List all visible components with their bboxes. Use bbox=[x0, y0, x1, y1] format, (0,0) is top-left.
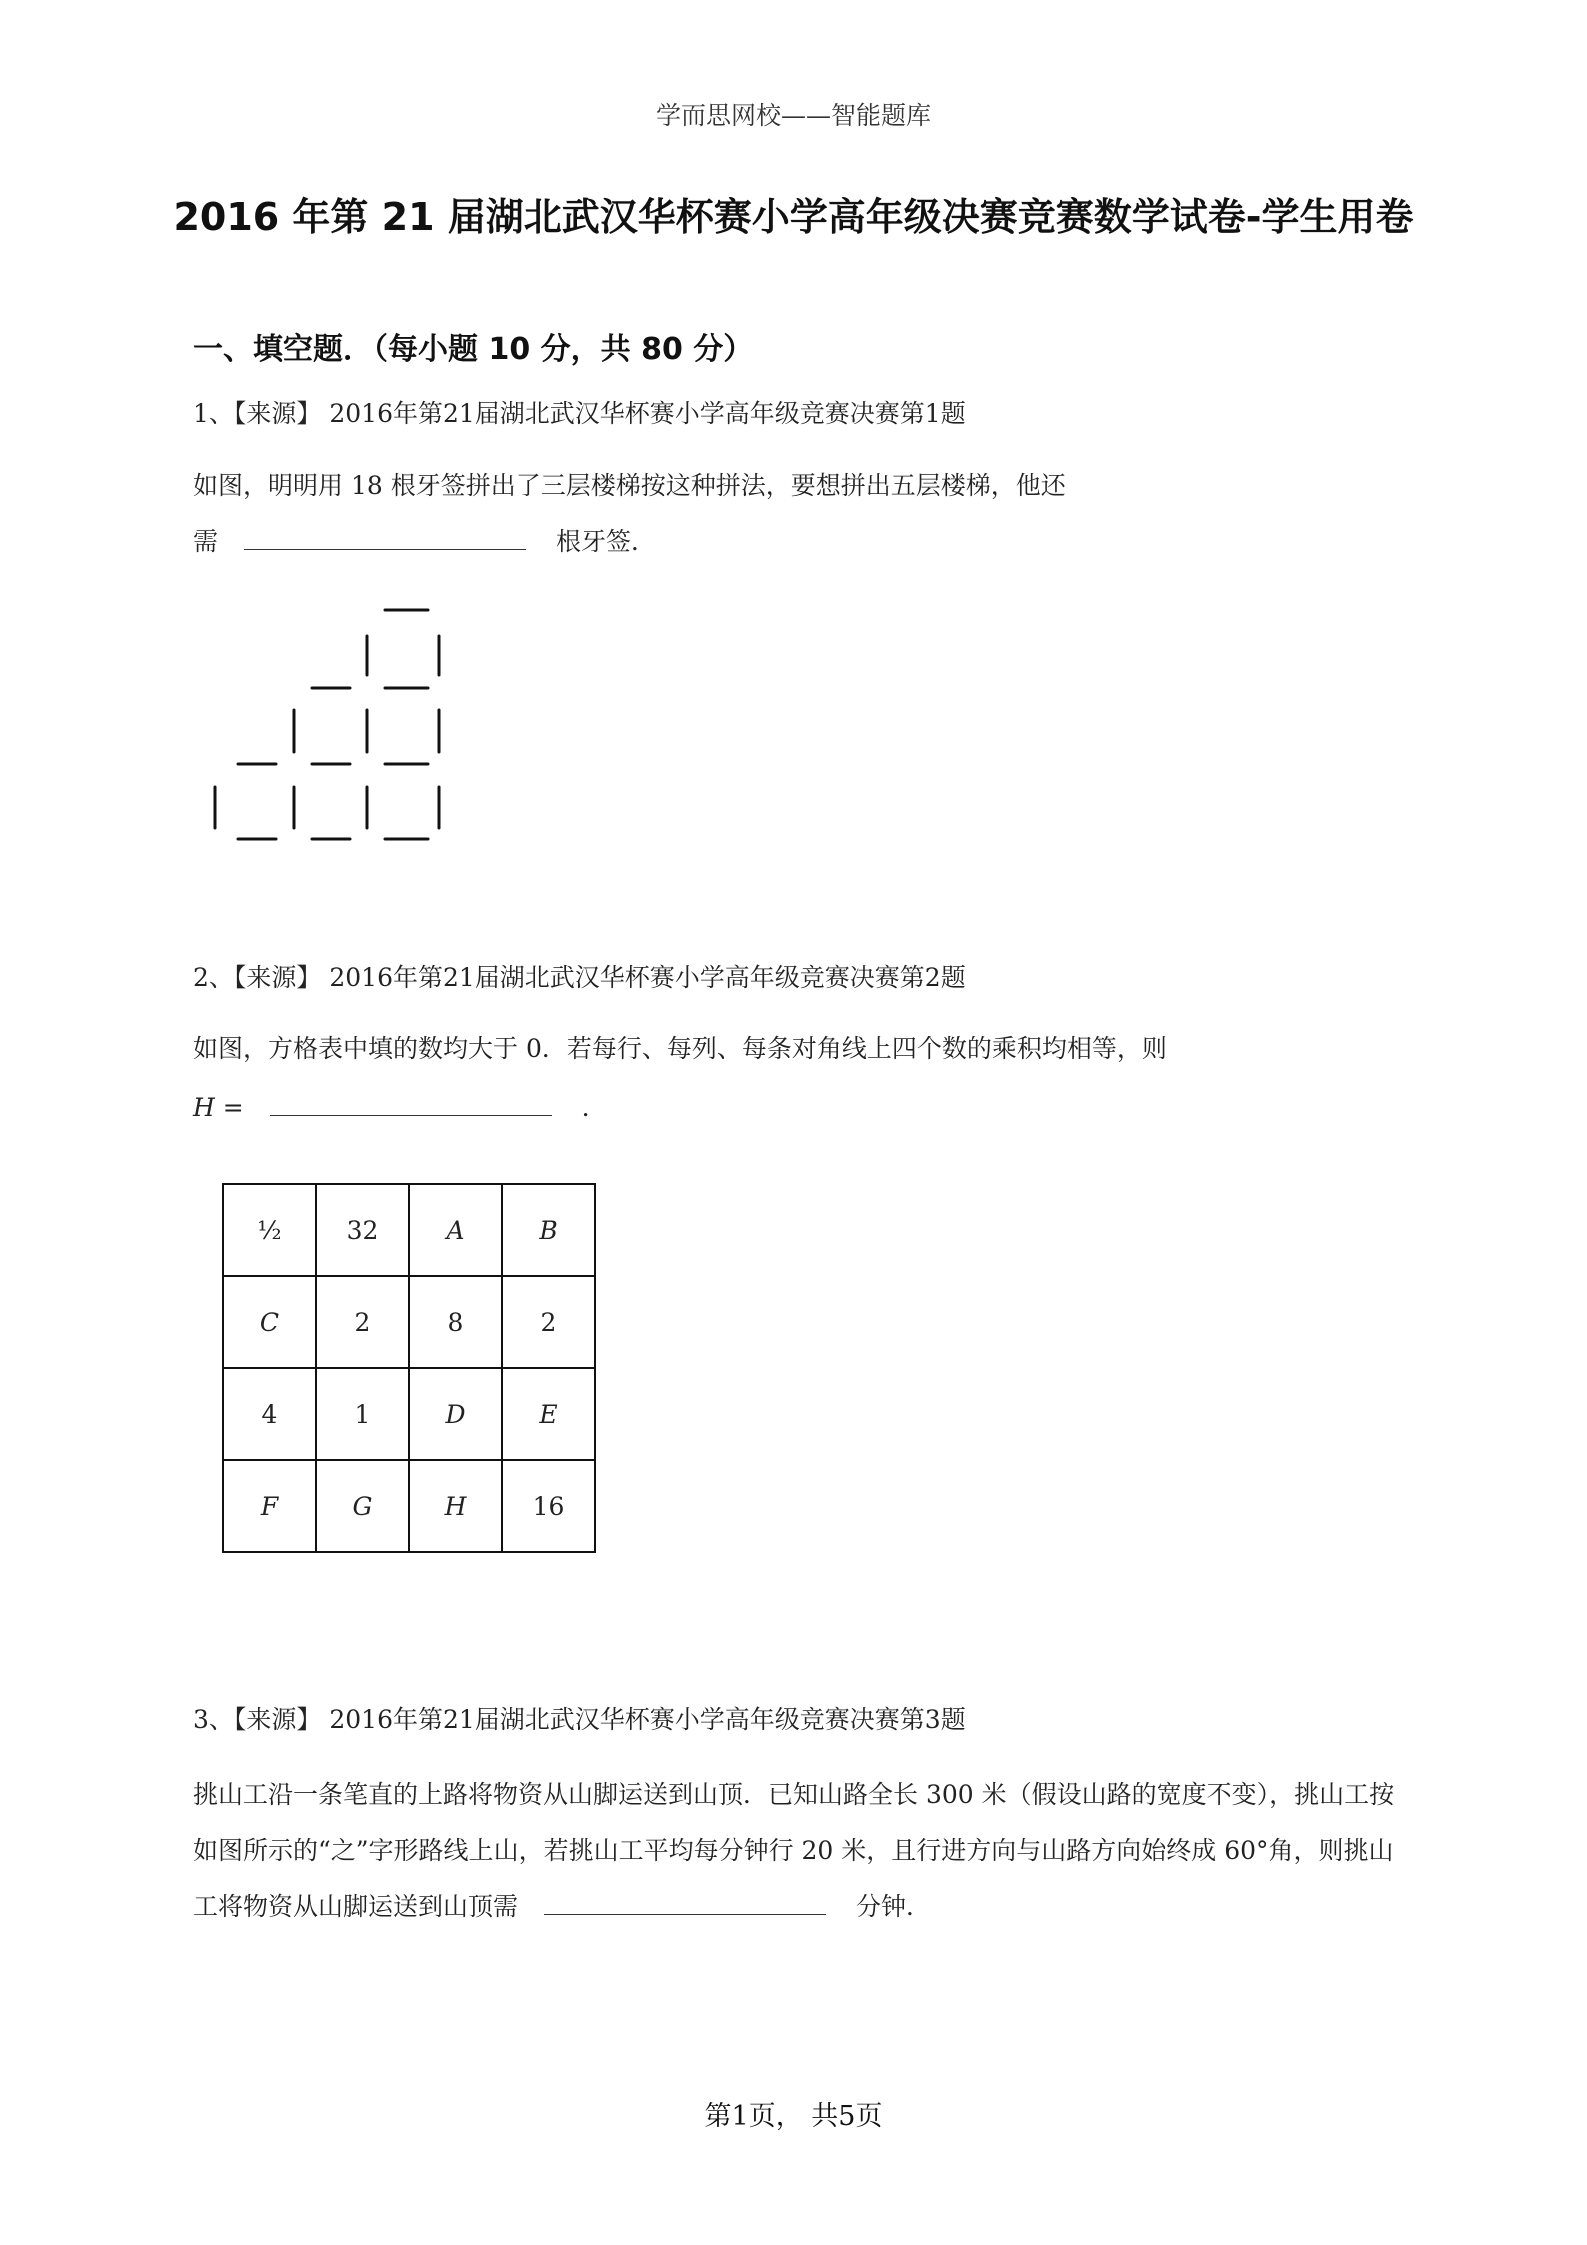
grid-cell: 8 bbox=[409, 1276, 502, 1368]
q1-blank-prefix: 需 bbox=[193, 527, 219, 556]
number-grid bbox=[222, 1183, 596, 1553]
grid-cell: H bbox=[409, 1460, 502, 1552]
q1-answer-blank[interactable] bbox=[244, 527, 526, 550]
q1-source: 1、【来源】 2016年第21届湖北武汉华杯赛小学高年级竞赛决赛第1题 bbox=[193, 399, 966, 428]
grid-cell: 2 bbox=[502, 1276, 595, 1368]
toothpick-stairs-figure bbox=[200, 595, 460, 855]
q2-answer-blank[interactable] bbox=[270, 1093, 552, 1116]
grid-cell: 4 bbox=[223, 1368, 316, 1460]
grid-cell: D bbox=[409, 1368, 502, 1460]
q3-source: 3、【来源】 2016年第21届湖北武汉华杯赛小学高年级竞赛决赛第3题 bbox=[193, 1705, 966, 1734]
grid-cell: 2 bbox=[316, 1276, 409, 1368]
q3-answer-blank[interactable] bbox=[544, 1892, 826, 1915]
section-heading: 一、填空题．（每小题 10 分，共 80 分） bbox=[193, 332, 754, 367]
paper-title: 2016 年第 21 届湖北武汉华杯赛小学高年级决赛竞赛数学试卷-学生用卷 bbox=[173, 195, 1414, 239]
page-footer: 第1页， 共5页 bbox=[704, 2101, 883, 2132]
q2-answer-line bbox=[193, 1089, 607, 1127]
grid-cell: C bbox=[223, 1276, 316, 1368]
q2-blank-suffix: ． bbox=[581, 1093, 607, 1122]
q3-text bbox=[193, 1767, 1403, 1935]
q1-text: 如图，明明用 18 根牙签拼出了三层楼梯按这种拼法，要想拼出五层楼梯，他还 bbox=[193, 471, 1066, 500]
grid-row bbox=[223, 1184, 595, 1276]
grid-cell: A bbox=[409, 1184, 502, 1276]
grid-row bbox=[223, 1276, 595, 1368]
grid-row bbox=[223, 1368, 595, 1460]
q1-answer-line bbox=[193, 523, 656, 561]
q3-blank-suffix: 分钟． bbox=[856, 1892, 932, 1921]
q2-source: 2、【来源】 2016年第21届湖北武汉华杯赛小学高年级竞赛决赛第2题 bbox=[193, 963, 966, 992]
grid-cell: B bbox=[502, 1184, 595, 1276]
q2-blank-prefix: H = bbox=[193, 1093, 244, 1122]
page-header: 学而思网校——智能题库 bbox=[655, 101, 931, 130]
grid-cell: E bbox=[502, 1368, 595, 1460]
q3-body: 挑山工沿一条笔直的上路将物资从山脚运送到山顶．已知山路全长 300 米（假设山路的宽度不变），挑山工按如图所示的“之”字形路线上山，若挑山工平均每分钟行 20 米，且行进方向与山路方向始终成 60°角，则挑山工将物资从山脚运送到山顶需 bbox=[193, 1780, 1395, 1921]
grid-cell: ½ bbox=[223, 1184, 316, 1276]
grid-cell: 16 bbox=[502, 1460, 595, 1552]
grid-cell: G bbox=[316, 1460, 409, 1552]
grid-cell: 32 bbox=[316, 1184, 409, 1276]
q2-text: 如图，方格表中填的数均大于 0．若每行、每列、每条对角线上四个数的乘积均相等，则 bbox=[193, 1034, 1167, 1063]
grid-cell: 1 bbox=[316, 1368, 409, 1460]
grid-cell: F bbox=[223, 1460, 316, 1552]
grid-row bbox=[223, 1460, 595, 1552]
q1-blank-suffix: 根牙签． bbox=[556, 527, 657, 556]
